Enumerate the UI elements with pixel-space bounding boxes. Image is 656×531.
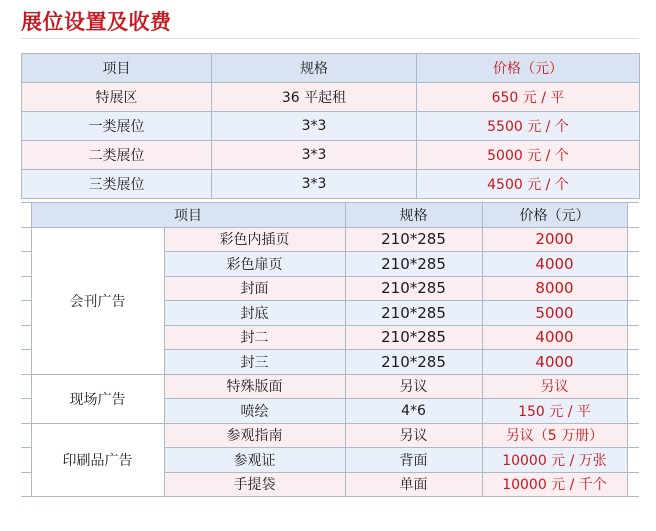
booth-type: 特展区 [22,83,212,112]
page-title: 展位设置及收费 [21,9,172,34]
table-header-row [21,203,639,228]
booth-type: 一类展位 [22,112,212,141]
ad-spec: 另议 [345,423,482,448]
ad-price: 4000 [482,252,627,277]
header-item: 项目 [31,203,345,228]
booth-spec: 3*3 [212,112,417,141]
ad-spec: 4*6 [345,399,482,424]
ad-price: 另议 [482,374,627,399]
ad-spec: 210*285 [345,252,482,277]
ad-item: 彩色扉页 [164,252,345,277]
ad-spec: 210*285 [345,227,482,252]
title-divider [21,38,639,39]
category-label: 现场广告 [31,374,164,423]
table-row [22,112,640,141]
ad-spec: 另议 [345,374,482,399]
table-header-row [22,54,640,83]
ad-item: 封面 [164,276,345,301]
booth-price: 5000 元 / 个 [417,141,640,170]
ad-spec: 单面 [345,472,482,497]
ad-price: 另议（5 万册） [482,423,627,448]
booth-type: 三类展位 [22,170,212,199]
booth-price: 4500 元 / 个 [417,170,640,199]
advertising-pricing-table [21,202,639,497]
booth-price: 5500 元 / 个 [417,112,640,141]
ad-price: 2000 [482,227,627,252]
table-row [21,374,639,399]
header-price: 价格（元） [482,203,627,228]
table-row [22,141,640,170]
table-row [21,227,639,252]
header-price: 价格（元） [417,54,640,83]
booth-spec: 3*3 [212,141,417,170]
booth-spec: 3*3 [212,170,417,199]
ad-price: 8000 [482,276,627,301]
ad-spec: 210*285 [345,301,482,326]
ad-price: 10000 元 / 万张 [482,448,627,473]
header-spec: 规格 [345,203,482,228]
booth-type: 二类展位 [22,141,212,170]
ad-item: 特殊版面 [164,374,345,399]
category-label: 会刊广告 [31,227,164,374]
ad-item: 参观指南 [164,423,345,448]
ad-item: 彩色内插页 [164,227,345,252]
ad-spec: 210*285 [345,325,482,350]
ad-item: 封底 [164,301,345,326]
ad-price: 150 元 / 平 [482,399,627,424]
booth-price: 650 元 / 平 [417,83,640,112]
ad-item: 手提袋 [164,472,345,497]
ad-price: 10000 元 / 千个 [482,472,627,497]
ad-item: 参观证 [164,448,345,473]
ad-item: 喷绘 [164,399,345,424]
ad-price: 4000 [482,325,627,350]
header-spec: 规格 [212,54,417,83]
table-row [22,83,640,112]
ad-spec: 背面 [345,448,482,473]
category-label: 印刷品广告 [31,423,164,497]
booth-spec: 36 平起租 [212,83,417,112]
booth-pricing-table [21,53,640,199]
header-item: 项目 [22,54,212,83]
ad-spec: 210*285 [345,276,482,301]
ad-spec: 210*285 [345,350,482,375]
ad-item: 封二 [164,325,345,350]
table-row [22,170,640,199]
ad-price: 5000 [482,301,627,326]
ad-item: 封三 [164,350,345,375]
ad-price: 4000 [482,350,627,375]
table-row [21,423,639,448]
